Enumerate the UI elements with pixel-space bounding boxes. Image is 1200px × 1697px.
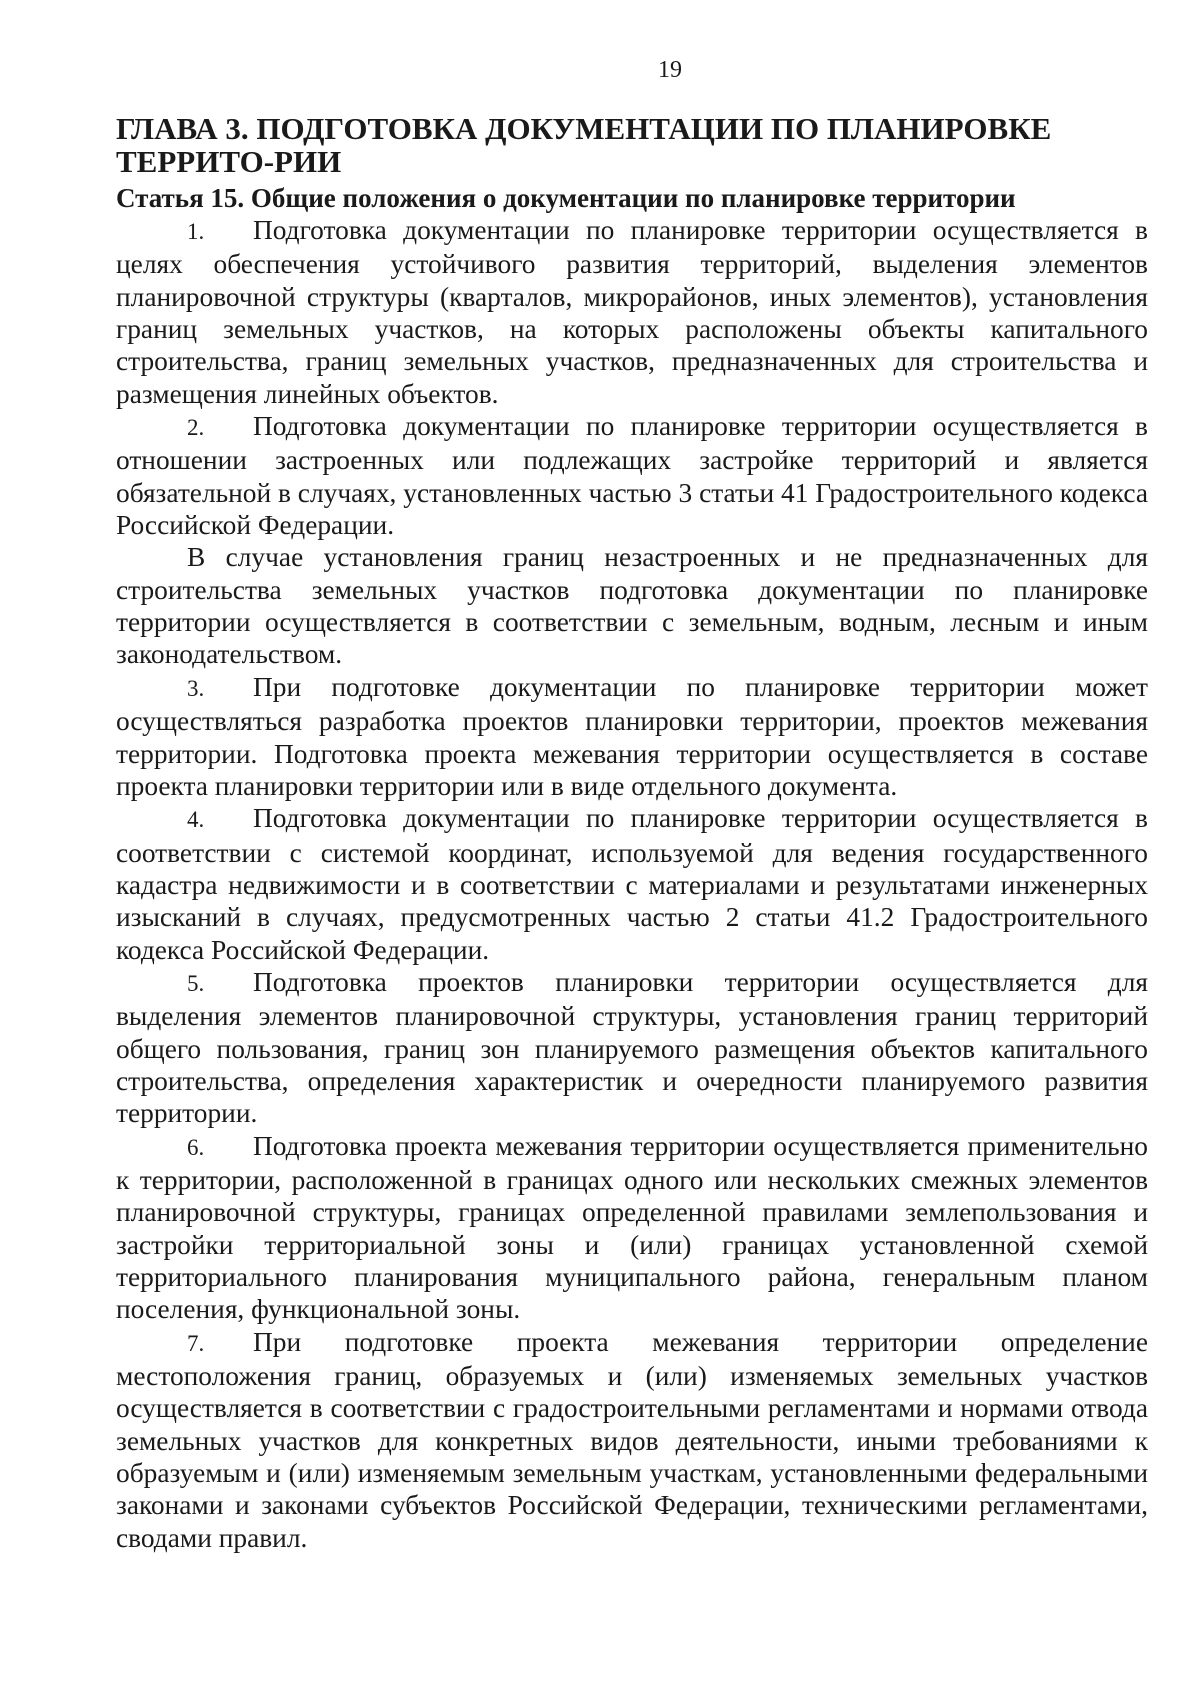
paragraph-5 bbox=[116, 966, 1148, 1130]
paragraph-text: Подготовка проекта межевания территории осуществляется применительно к территории, расположенной в границах одного или нескольких смежных элементов планировочной структуры, границах определенной правилами землепользования и застройки территориальной зоны и (или) границах установленной схемой территориального планирования муниципального района, генеральным планом поселения, функциональной зоны. bbox=[116, 1130, 1148, 1325]
paragraph-number: 1. bbox=[187, 219, 205, 244]
paragraph-2 bbox=[116, 410, 1148, 541]
paragraph-1 bbox=[116, 214, 1148, 410]
page-number: 19 bbox=[658, 57, 682, 83]
paragraph-text: Подготовка документации по планировке территории осуществляется в отношении застроенных или подлежащих застройке территорий и является обязательной в случаях, установленных частью 3 статьи 41 Градостроительного кодекса Российской Федерации. bbox=[116, 411, 1148, 541]
paragraph-text: В случае установления границ незастроенных и не предназначенных для строительства земельных участков подготовка документации по планировке территории осуществляется в соответствии с земельным, водным, лесным и иным законодательством. bbox=[116, 542, 1148, 670]
paragraph-number: 3. bbox=[187, 675, 205, 701]
paragraph-3 bbox=[116, 671, 1148, 802]
paragraph-text: Подготовка документации по планировке территории осуществляется в соответствии с системой координат, используемой для ведения государственного кадастра недвижимости и в соответствии с материалами и результатами инженерных изысканий в случаях, предусмотренных частью 2 статьи 41.2 Градостроительного кодекса Российской Федерации. bbox=[116, 803, 1148, 965]
paragraph-number: 2. bbox=[187, 415, 205, 441]
paragraph-number: 6. bbox=[187, 1134, 205, 1160]
paragraph-text: Подготовка документации по планировке территории осуществляется в целях обеспечения устойчивого развития территорий, выделения элементов планировочной структуры (кварталов, микрорайонов, иных элементов), установления границ земельных участков, на которых расположены объекты капитального строительства, границ земельных участков, предназначенных для строительства и размещения линейных объектов. bbox=[116, 215, 1148, 409]
paragraph-number: 7. bbox=[187, 1330, 205, 1356]
paragraph-number: 5. bbox=[187, 970, 205, 996]
paragraph-4 bbox=[116, 802, 1148, 966]
page-content bbox=[116, 112, 1148, 1554]
paragraph-6 bbox=[116, 1130, 1148, 1326]
paragraph-text: При подготовке проекта межевания территории определение местоположения границ, образуемых и (или) изменяемых земельных участков осуществляется в соответствии с градостроительными регламентами и нормами отвода земельных участков для конкретных видов деятельности, иными требованиями к образуемым и (или) изменяемым земельным участкам, установленными федеральными законами и законами субъектов Российской Федерации, техническими регламентами, сводами правил. bbox=[116, 1326, 1148, 1553]
paragraph-number: 4. bbox=[187, 807, 205, 833]
paragraph-7 bbox=[116, 1326, 1148, 1554]
chapter-title: ГЛАВА 3. ПОДГОТОВКА ДОКУМЕНТАЦИИ ПО ПЛАНИРОВКЕ ТЕРРИТО-РИИ bbox=[116, 111, 1052, 179]
paragraph-text: Подготовка проектов планировки территории осуществляется для выделения элементов планировочной структуры, установления границ территорий общего пользования, границ зон планируемого размещения объектов капитального строительства, определения характеристик и очередности планируемого развития территории. bbox=[116, 966, 1148, 1129]
article-title: Статья 15. Общие положения о документации по планировке территории bbox=[116, 183, 1016, 213]
paragraph-2-continuation bbox=[116, 541, 1148, 670]
paragraph-text: При подготовке документации по планировке территории может осуществляться разработка проектов планировки территории, проектов межевания территории. Подготовка проекта межевания территории осуществляется в составе проекта планировки территории или в виде отдельного документа. bbox=[116, 671, 1148, 801]
